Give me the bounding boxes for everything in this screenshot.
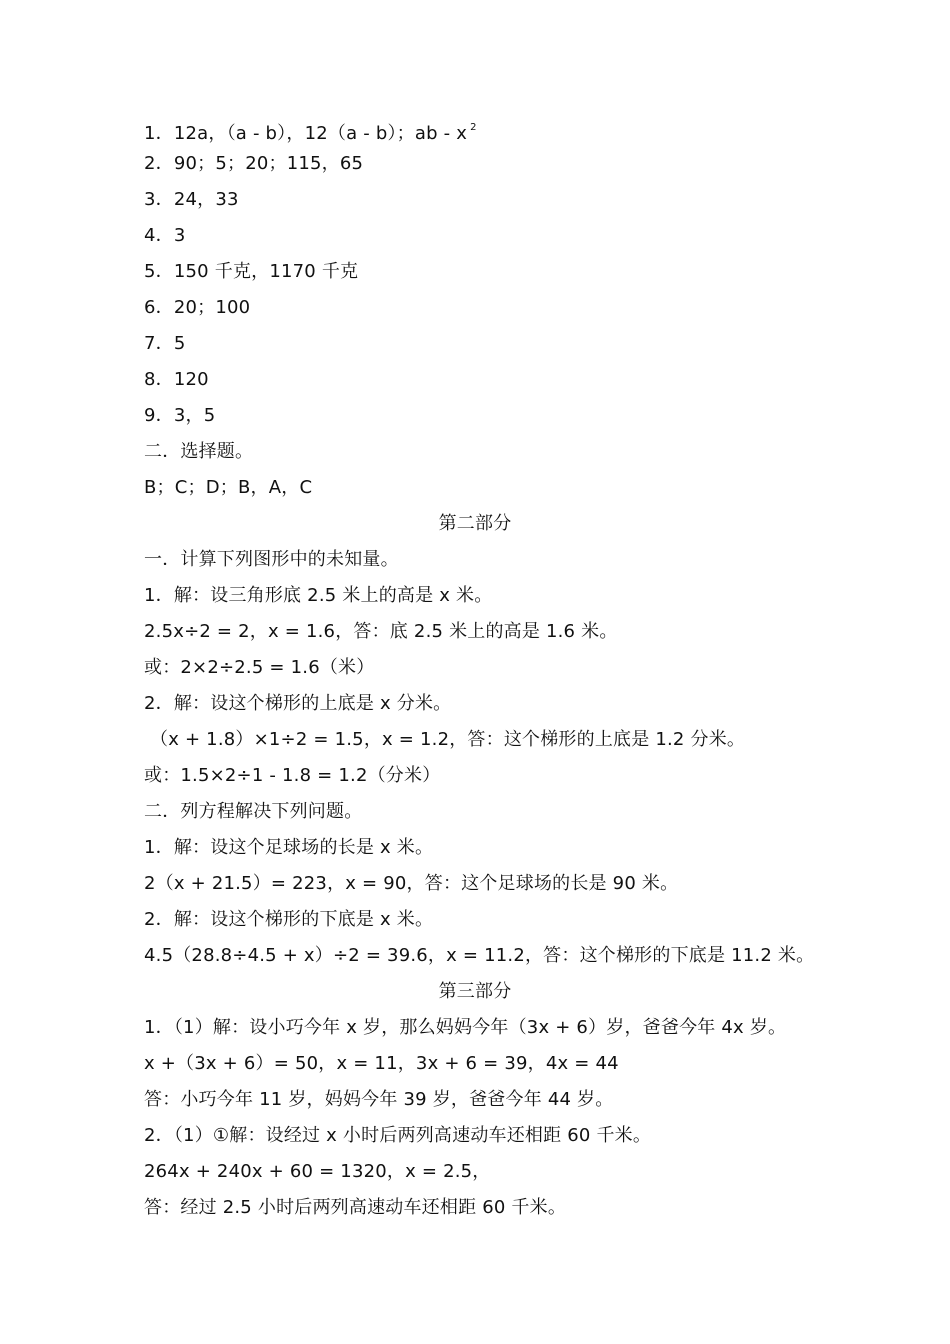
solution-line: 答：经过 2.5 小时后两列高速动车还相距 60 千米。 <box>144 1197 567 1218</box>
solution-line: （x + 1.8）×1÷2 = 1.5，x = 1.2，答：这个梯形的上底是 1.2 分米。 <box>150 729 746 750</box>
solution-line: 1．（1）解：设小巧今年 x 岁，那么妈妈今年（3x + 6）岁，爸爸今年 4x 岁。 <box>144 1017 787 1038</box>
solution-line: 1．解：设这个足球场的长是 x 米。 <box>144 837 434 858</box>
solution-line: 264x + 240x + 60 = 1320，x = 2.5， <box>144 1161 491 1182</box>
answer-line-6: 6．20；100 <box>144 297 251 318</box>
answer-line-8: 8．120 <box>144 369 209 390</box>
solution-line: 2.5x÷2 = 2，x = 1.6，答：底 2.5 米上的高是 1.6 米。 <box>144 621 618 642</box>
section-heading-equations: 二．列方程解决下列问题。 <box>144 801 363 822</box>
section-heading-choice: 二．选择题。 <box>144 441 254 462</box>
solution-line: 或：2×2÷2.5 = 1.6（米） <box>144 657 375 678</box>
part-title-3: 第三部分 <box>438 981 512 1002</box>
answer-line-1 <box>144 110 814 146</box>
answer-line-5: 5．150 千克，1170 千克 <box>144 261 359 282</box>
superscript-exponent: 2 <box>470 122 477 133</box>
solution-line: 4.5（28.8÷4.5 + x）÷2 = 39.6，x = 11.2，答：这个梯形的下底是 11.2 米。 <box>144 945 815 966</box>
section-heading-unknown: 一．计算下列图形中的未知量。 <box>144 549 399 570</box>
solution-line: 或：1.5×2÷1 - 1.8 = 1.2（分米） <box>144 765 441 786</box>
solution-line: 2．（1）①解：设经过 x 小时后两列高速动车还相距 60 千米。 <box>144 1125 652 1146</box>
solution-line: 2（x + 21.5）= 223，x = 90，答：这个足球场的长是 90 米。 <box>144 873 679 894</box>
solution-line: 答：小巧今年 11 岁，妈妈今年 39 岁，爸爸今年 44 岁。 <box>144 1089 614 1110</box>
solution-line: 1．解：设三角形底 2.5 米上的高是 x 米。 <box>144 585 493 606</box>
solution-line: 2．解：设这个梯形的下底是 x 米。 <box>144 909 434 930</box>
answer-text: 1．12a，（a - b），12（a - b）；ab - x <box>144 123 468 144</box>
solution-line: x +（3x + 6）= 50，x = 11，3x + 6 = 39，4x = 44 <box>144 1053 619 1074</box>
answer-line-3: 3．24，33 <box>144 189 239 210</box>
answer-line-4: 4．3 <box>144 225 186 246</box>
answer-line-2: 2．90；5；20；115，65 <box>144 153 364 174</box>
answer-content <box>144 110 814 1226</box>
answer-line-9: 9．3，5 <box>144 405 216 426</box>
choice-answers: B；C；D；B，A，C <box>144 477 313 498</box>
part-title-2: 第二部分 <box>438 513 512 534</box>
solution-line: 2．解：设这个梯形的上底是 x 分米。 <box>144 693 452 714</box>
answer-line-7: 7．5 <box>144 333 186 354</box>
